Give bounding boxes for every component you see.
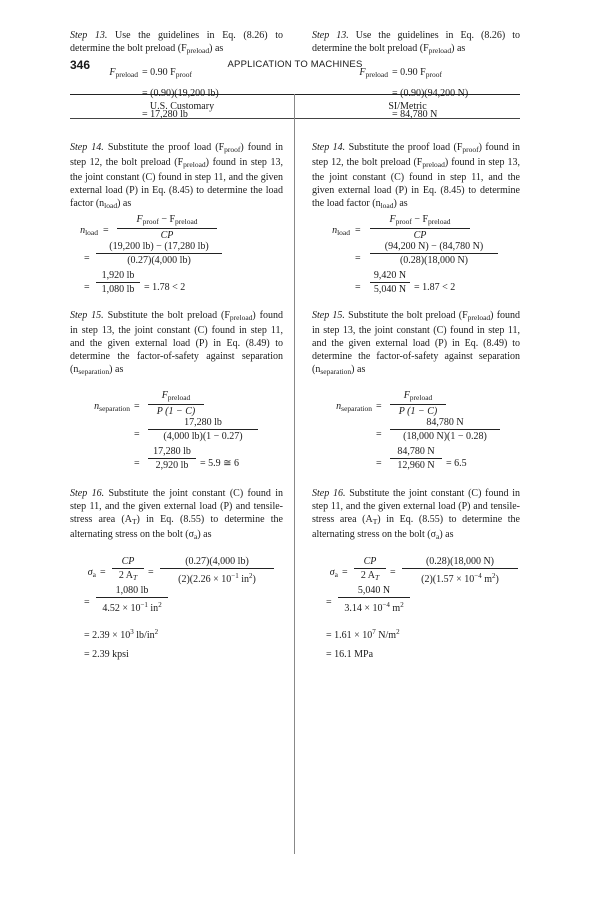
separation-factor-equation: $n_{separation}$ = $F_{preload}$ P (1 − C) = $\frac{17,280 lb}{(4,000 lb)(1 - 0.27)}$ = $\frac{17,280 lb}{2,920 lb}$ = 5.9 ≅ 6 <box>70 390 283 490</box>
step-14-text: Step 14. Substitute the proof load $(F_{proof})$ found in step 12, the bolt preload $(F_{preload})$ found in step 13, the joint constant (C) found in step 11, and the given external load (P) in Eq. (8.45) to determine the load factor $(n_{load})$ as <box>70 142 284 210</box>
preload-equation-si: $F_{preload}$ = 0.90 $F_{proof}$ = (0.90)(94,200 N) = 84,780 N <box>359 67 469 120</box>
alternating-stress-equation-si: $\sigma_a$ = $\frac{CP}{2 A_T}$ = $\frac{(0.28)(18,000 N)}{(2)(1.57 \times 10^{-4} m^2)}$ = $\frac{5,040 N}{3.14 \times 10^{-4} m^2}$ = $1.61 \times 10^7$ $N/m^2$ = 16.1 MPa <box>312 556 520 666</box>
step-16-text-si: Step 16. Substitute the joint constant (C) found in step 11, and the given external load (P) and tensile-stress area $(A_T)$ in Eq. (8.55) to determine the alternating stress on the bolt $(\sigma_a)$ as <box>312 488 521 541</box>
load-factor-equation-si: $n_{load}$ = $F_{proof} - F_{preload}$ CP = $\frac{(94,200 N) - (84,780 N)}{(0.28)(18,000 N)}$ = $\frac{9,420 N}{5,040 N}$ = 1.87 < 2 <box>312 214 520 304</box>
step-15-text-si: Step 15. Substitute the bolt preload $(F_{preload})$ found in step 13, the joint constant (C) found in step 11, and the given external load (P) in Eq. (8.49) to determine the factor-of-safety against separation $(n_{separation})$ as <box>312 310 521 376</box>
separation-factor-equation-si: $n_{separation}$ = $F_{preload}$ P (1 − C) = $\frac{84,780 N}{(18,000 N)(1 - 0.28)}$ = $\frac{84,780 N}{12,960 N}$ = 6.5 <box>312 390 520 490</box>
running-title: APPLICATION TO MACHINES <box>227 59 363 70</box>
step-13-text: Step 13. Use the guidelines in Eq. (8.26) to determine the bolt preload $(F_{preload})$ as <box>70 30 284 55</box>
column-divider <box>294 94 295 854</box>
step-13-text-si: Step 13. Use the guidelines in Eq. (8.26) to determine the bolt preload $(F_{preload})$ as <box>312 30 521 55</box>
page-number: 346 <box>70 58 91 72</box>
step-14-text-si: Step 14. Substitute the proof load $(F_{proof})$ found in step 12, the bolt preload $(F_{preload})$ found in step 13, the joint constant (C) found in step 11, and the given external load (P) in Eq. (8.45) to determine the load factor $(n_{load})$ as <box>312 142 521 210</box>
column-title-si: SI/Metric <box>388 101 427 112</box>
alternating-stress-equation: $\sigma_a$ = $\frac{CP}{2 A_T}$ = $\frac{(0.27)(4,000 lb)}{(2)(2.26 \times 10^{-1} in^2)}$ = $\frac{1,080 lb}{4.52 \times 10^{-1} in^2}$ = $2.39 \times 10^3$ $lb/in^2$ = 2.39 kpsi <box>70 556 283 666</box>
preload-equation: $F_{preload}$ = 0.90 $F_{proof}$ = (0.90)(19,200 lb) = 17,280 lb <box>109 67 219 120</box>
step-15-text: Step 15. Substitute the bolt preload $(F_{preload})$ found in step 13, the joint constant (C) found in step 11, and the given external load (P) in Eq. (8.49) to determine the factor-of-safety against separation $(n_{separation})$ as <box>70 310 283 376</box>
load-factor-equation: $n_{load}$ = $F_{proof} - F_{preload}$ CP = $\frac{(19,200 lb) - (17,280 lb)}{(0.27)(4,000 lb)}$ = $\frac{1,920 lb}{1,080 lb}$ = 1.78 < 2 <box>70 214 283 304</box>
column-title-us: U.S. Customary <box>149 101 215 112</box>
step-16-text: Step 16. Substitute the joint constant (C) found in step 11, and the given external load (P) and tensile-stress area $(A_T)$ in Eq. (8.55) to determine the alternating stress on the bolt $(\sigma_a)$ as <box>70 488 284 541</box>
